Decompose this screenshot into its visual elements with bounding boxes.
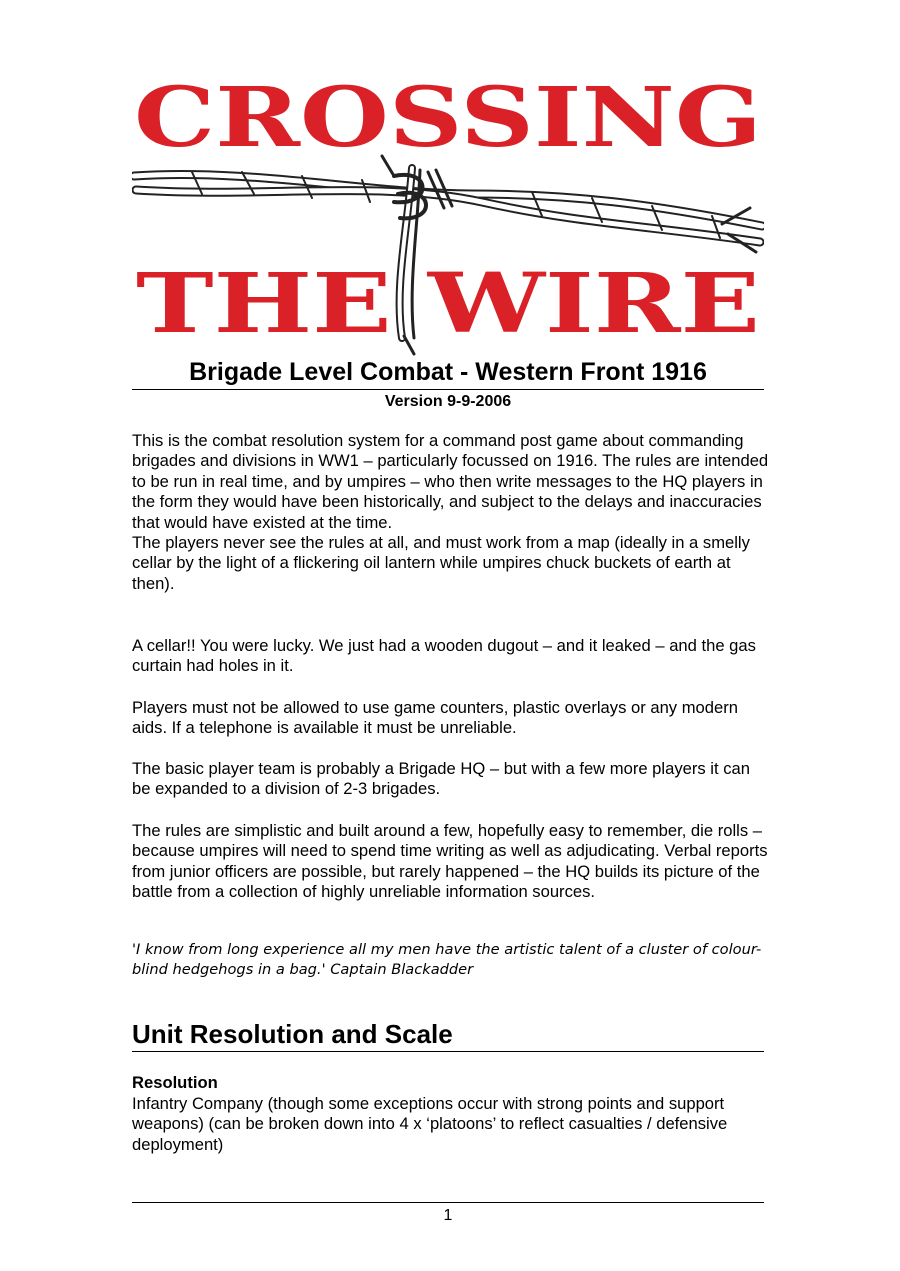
resolution-heading: Resolution (132, 1073, 218, 1092)
intro-paragraph-1 (132, 431, 772, 594)
intro-paragraph-rules: The rules are simplistic and built around a few, hopefully easy to remember, die rolls – because umpires will need to spend time writing as well as adjudicating. Verbal reports from junior officers are possible, but rarely happened – the HQ builds its picture of the battle from a collection of highly unreliable information sources. (132, 821, 768, 902)
intro-paragraph-team: The basic player team is probably a Brigade HQ – but with a few more players it can be expanded to a division of 2-3 brigades. (132, 759, 750, 799)
section-divider (132, 1051, 764, 1052)
logo-word-crossing: CROSSING (134, 76, 762, 166)
section-heading: Unit Resolution and Scale (132, 1019, 453, 1049)
crossing-the-wire-logo (132, 76, 764, 360)
subtitle-divider (132, 389, 764, 390)
intro-paragraph-cellar: A cellar!! You were lucky. We just had a wooden dugout – and it leaked – and the gas curtain had holes in it. (132, 636, 756, 676)
blackadder-quote: 'I know from long experience all my men have the artistic talent of a cluster of colour-blind hedgehogs in a bag.' Captain Blackadder (132, 941, 762, 978)
intro-text-1: This is the combat resolution system for a command post game about commanding brigades and divisions in WW1 – particularly focussed on 1916. The rules are intended to be run in real time, and by umpires – who then write messages to the HQ players in the form they would have been historically, and subject to the delays and inaccuracies that would have existed at the time. (132, 431, 769, 532)
document-subtitle: Brigade Level Combat - Western Front 1916 (189, 358, 707, 386)
intro-paragraph-aids: Players must not be allowed to use game counters, plastic overlays or any modern aids. If a telephone is available it must be unreliable. (132, 698, 738, 738)
logo-word-the-wire: THE WIRE (136, 256, 760, 352)
version-label: Version 9-9-2006 (384, 393, 512, 410)
intro-text-2: The players never see the rules at all, and must work from a map (ideally in a smelly cellar by the light of a flickering oil lantern while umpires chuck buckets of earth at then). (132, 533, 750, 593)
page-number: 1 (443, 1207, 453, 1224)
resolution-text: Infantry Company (though some exceptions occur with strong points and support weapons) (can be broken down into 4 x ‘platoons’ to reflect casualties / defensive deployment) (132, 1094, 728, 1154)
footer-divider (132, 1202, 764, 1203)
